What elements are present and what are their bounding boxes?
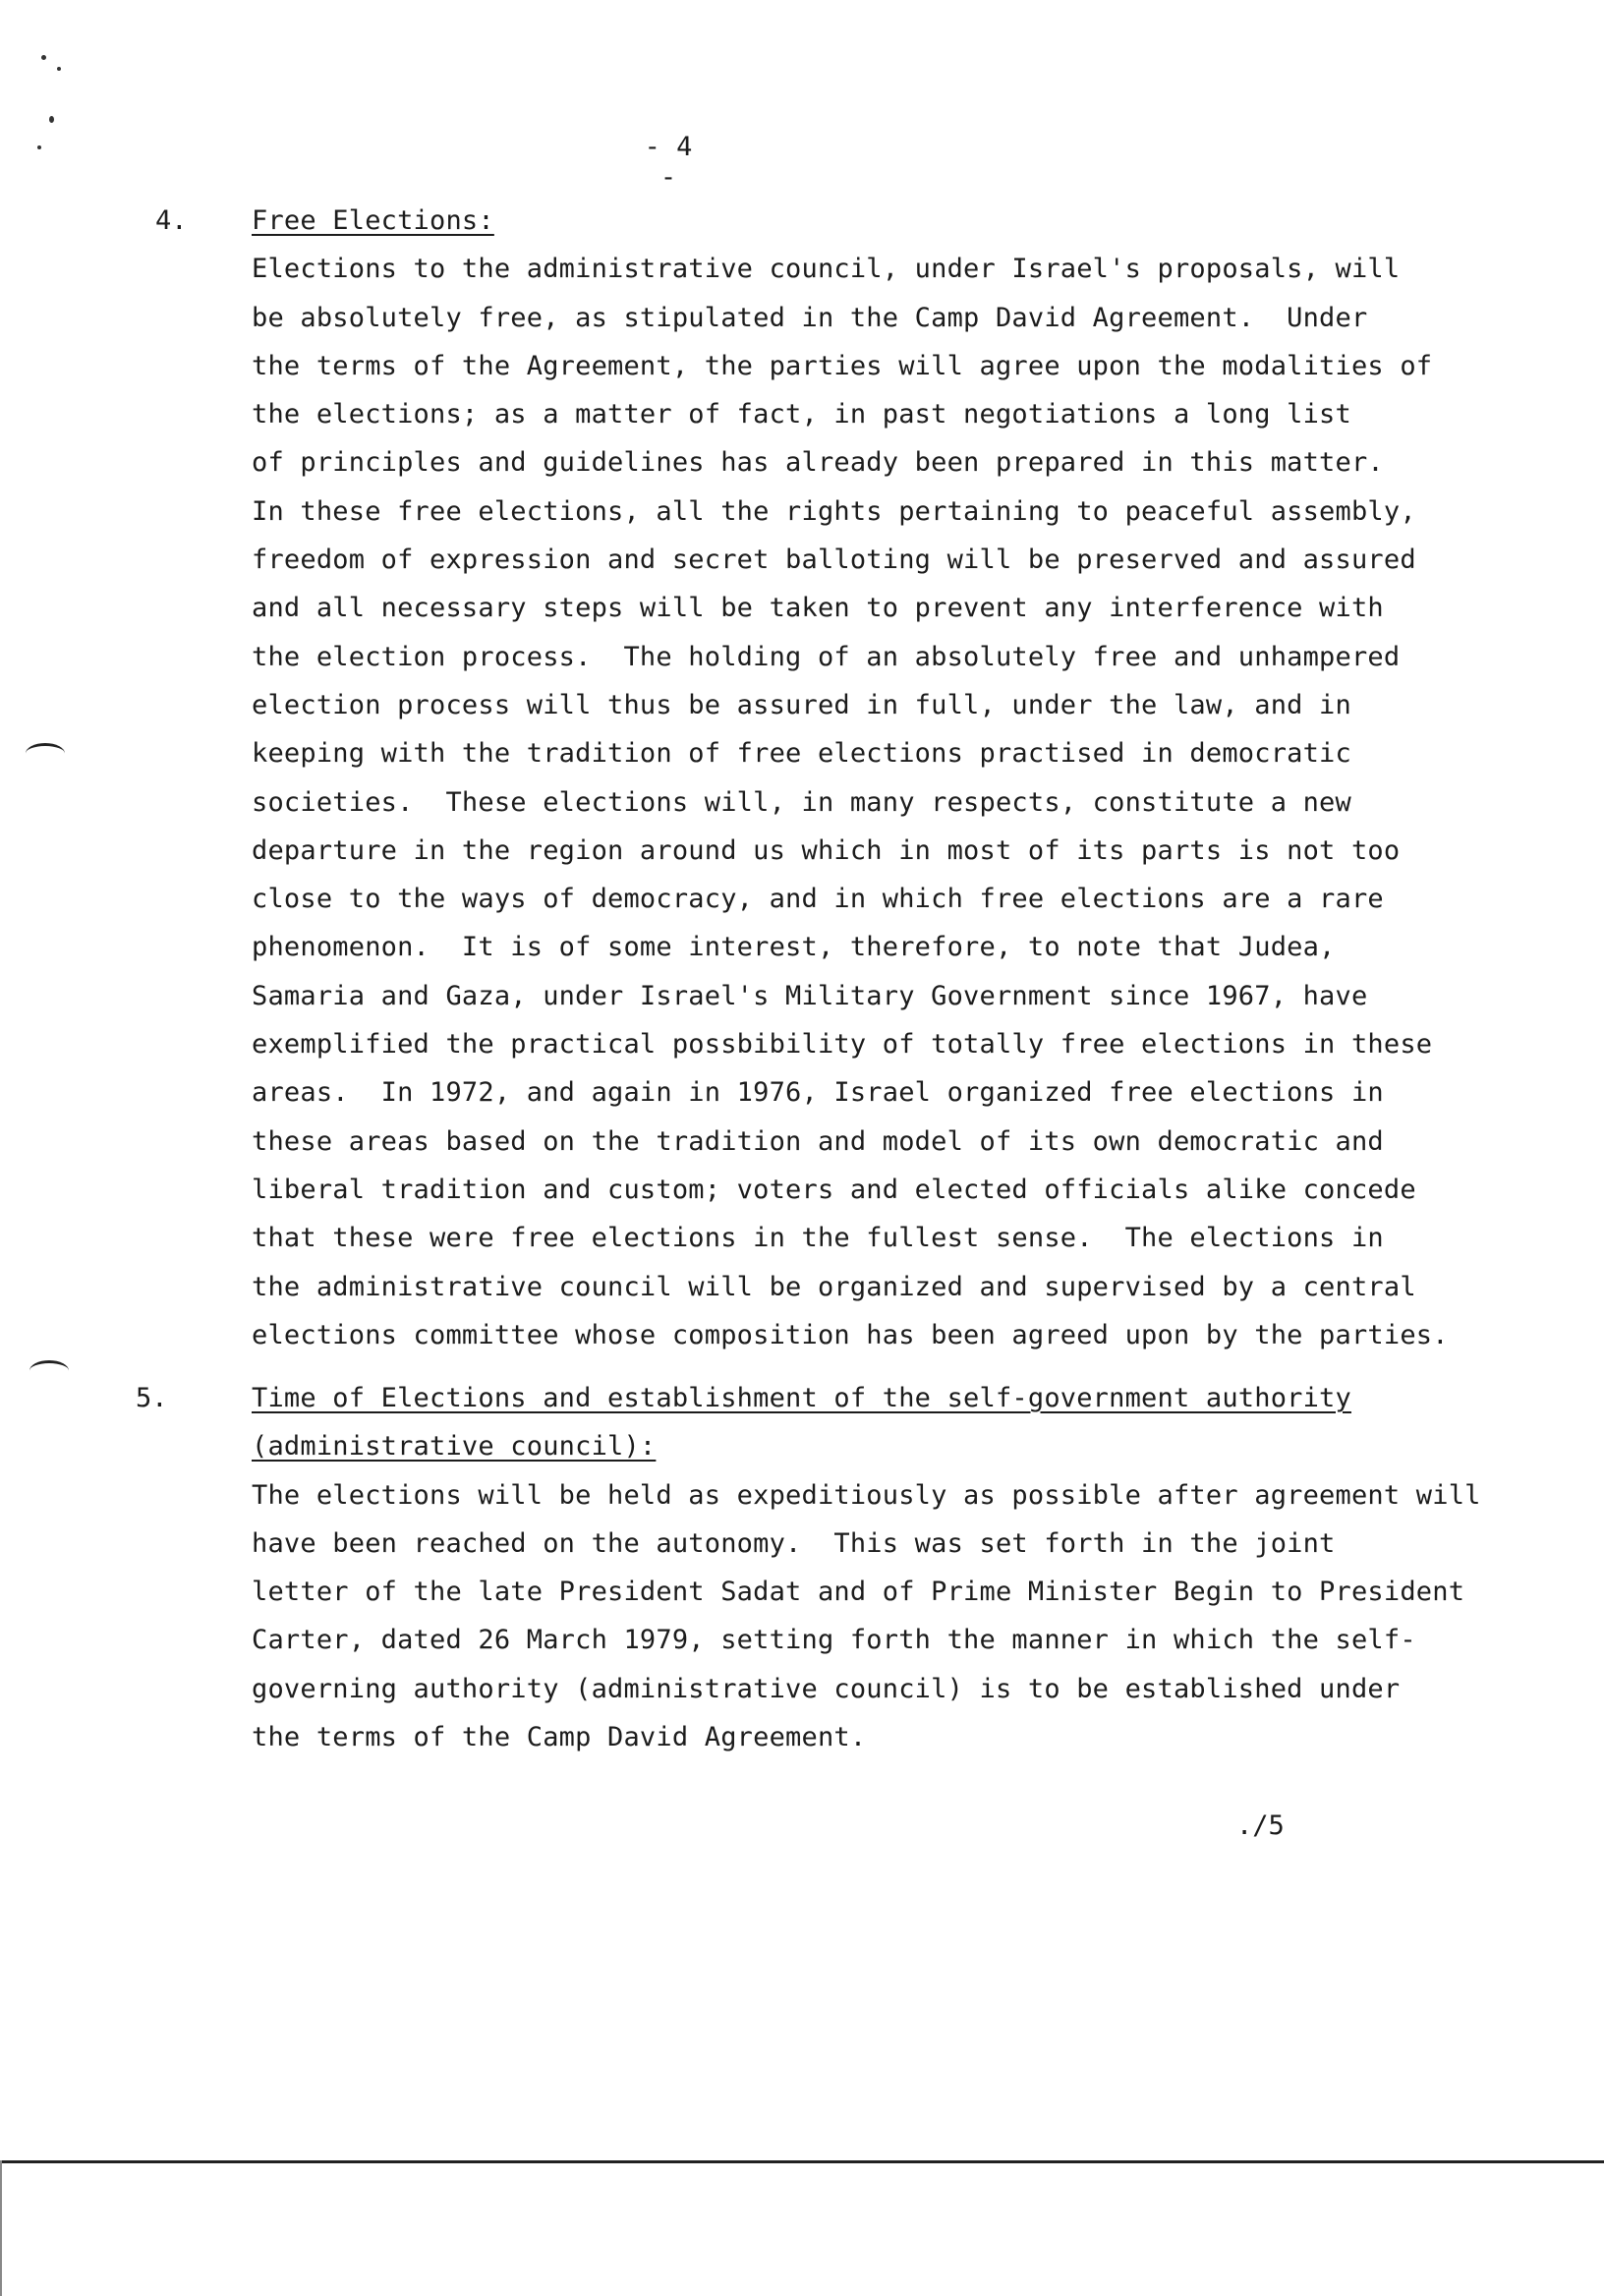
section-4-heading: Free Elections:: [252, 205, 494, 236]
bottom-rule: [0, 2160, 1604, 2163]
continuation-marker: ./5: [1236, 1810, 1285, 1841]
section-5-line: have been reached on the autonomy. This was set forth in the joint: [252, 1527, 1336, 1559]
section-4-line: Samaria and Gaza, under Israel's Military Government since 1967, have: [252, 980, 1368, 1011]
page-number: - 4 -: [644, 132, 693, 193]
section-4: [252, 197, 1529, 1359]
scan-speck: [37, 145, 41, 149]
margin-mark: [29, 1360, 69, 1381]
section-4-line: freedom of expression and secret balloting will be preserved and assured: [252, 545, 1416, 576]
section-5-heading: Time of Elections and establishment of the self-government authority: [252, 1383, 1351, 1413]
section-4-line: the administrative council will be organized and supervised by a central: [252, 1271, 1416, 1302]
section-5-line: letter of the late President Sadat and of Prime Minister Begin to President: [252, 1577, 1465, 1608]
section-4-line: departure in the region around us which in most of its parts is not too: [252, 834, 1401, 866]
section-4-line: societies. These elections will, in many respects, constitute a new: [252, 786, 1351, 818]
section-4-line: keeping with the tradition of free elections practised in democratic: [252, 738, 1351, 770]
section-4-line: these areas based on the tradition and model of its own democratic and: [252, 1125, 1384, 1157]
section-4-line: liberal tradition and custom; voters and elected officials alike concede: [252, 1174, 1416, 1205]
section-4-line: the terms of the Agreement, the parties will agree upon the modalities of: [252, 350, 1433, 381]
section-4-line: exemplified the practical possbibility of totally free elections in these: [252, 1029, 1433, 1061]
section-4-line: areas. In 1972, and again in 1976, Israel organized free elections in: [252, 1077, 1384, 1109]
section-4-line: In these free elections, all the rights pertaining to peaceful assembly,: [252, 495, 1416, 527]
section-5-number: 5.: [136, 1383, 168, 1413]
section-4-line: Elections to the administrative council, under Israel's proposals, will: [252, 254, 1401, 285]
section-5-line: Carter, dated 26 March 1979, setting forth the manner in which the self-: [252, 1625, 1416, 1656]
scan-edge: [0, 2160, 8, 2296]
section-4-line: that these were free elections in the fullest sense. The elections in: [252, 1223, 1384, 1254]
section-5-line: governing authority (administrative council) is to be established under: [252, 1673, 1401, 1704]
section-4-line: of principles and guidelines has already been prepared in this matter.: [252, 447, 1384, 479]
section-5: [252, 1374, 1529, 1761]
scan-speck: [57, 67, 61, 71]
scan-speck: [49, 116, 54, 123]
section-4-line: and all necessary steps will be taken to prevent any interference with: [252, 593, 1384, 624]
section-5-line: The elections will be held as expeditiously as possible after agreement will: [252, 1479, 1481, 1511]
section-5-line: the terms of the Camp David Agreement.: [252, 1722, 867, 1753]
section-4-line: phenomenon. It is of some interest, therefore, to note that Judea,: [252, 932, 1336, 963]
section-4-line: elections committee whose composition has been agreed upon by the parties.: [252, 1319, 1449, 1350]
scan-speck: [41, 55, 46, 60]
section-5-heading: (administrative council):: [252, 1431, 657, 1463]
margin-mark: [26, 743, 65, 764]
section-4-line: election process will thus be assured in full, under the law, and in: [252, 689, 1351, 720]
section-4-line: the elections; as a matter of fact, in past negotiations a long list: [252, 399, 1351, 430]
section-4-line: be absolutely free, as stipulated in the Camp David Agreement. Under: [252, 302, 1368, 333]
section-4-number: 4.: [155, 205, 188, 236]
section-4-line: the election process. The holding of an absolutely free and unhampered: [252, 641, 1401, 672]
section-4-line: close to the ways of democracy, and in which free elections are a rare: [252, 884, 1384, 915]
